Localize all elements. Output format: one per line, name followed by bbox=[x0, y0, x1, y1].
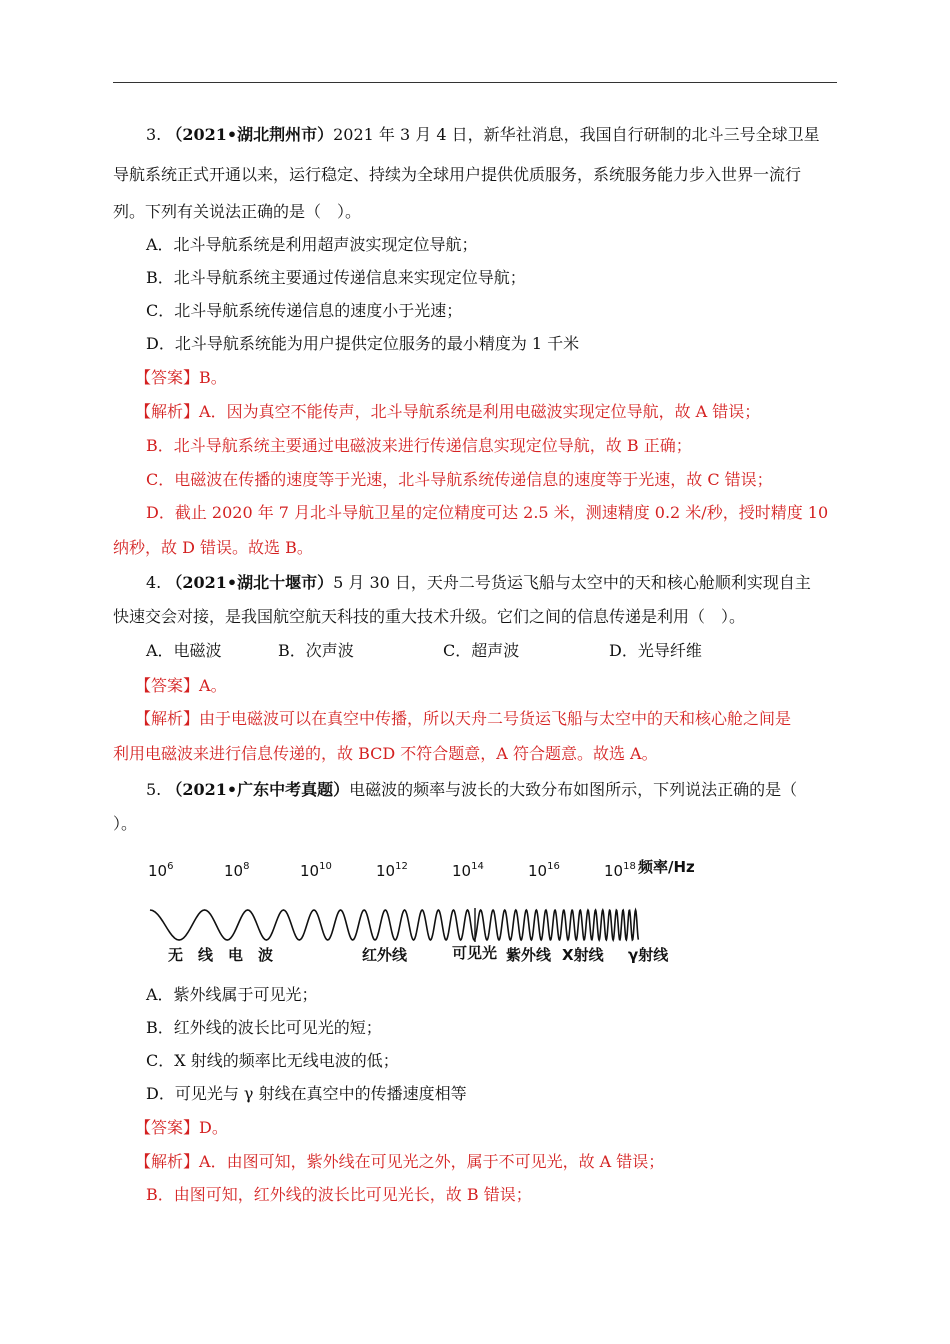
q3-option-d: D．北斗导航系统能为用户提供定位服务的最小精度为 1 千米 bbox=[146, 334, 580, 353]
q4-analysis-label: 【解析】 bbox=[135, 709, 200, 728]
q4-analysis-line-1 bbox=[135, 709, 791, 729]
band-infrared: 红外线 bbox=[362, 946, 408, 964]
q3-analysis-line-5: 纳秒，故 D 错误。故选 B。 bbox=[113, 538, 313, 557]
q5-option-a: A．紫外线属于可见光； bbox=[146, 985, 318, 1004]
q3-stem-line-2: 导航系统正式开通以来，运行稳定、持续为全球用户提供优质服务，系统服务能力步入世界一流行 bbox=[113, 165, 802, 184]
q4-option-a: A．电磁波 bbox=[146, 641, 222, 660]
q5-stem-line-2: ）。 bbox=[113, 814, 138, 833]
freq-tick-10: $10^{10}$ bbox=[300, 861, 332, 880]
q5-source: （2021•广东中考真题） bbox=[166, 780, 350, 799]
q4-option-d: D．光导纤维 bbox=[609, 641, 702, 660]
q3-analysis-line-2: B．北斗导航系统主要通过电磁波来进行传递信息实现定位导航，故 B 正确； bbox=[146, 436, 692, 455]
q5-answer-label: 【答案】 bbox=[135, 1118, 200, 1137]
frequency-ticks bbox=[148, 858, 695, 880]
header-rule bbox=[113, 82, 837, 83]
em-spectrum-figure bbox=[140, 850, 700, 975]
frequency-axis-label: 频率/Hz bbox=[638, 858, 695, 876]
q3-option-c: C．北斗导航系统传递信息的速度小于光速； bbox=[146, 301, 463, 320]
q4-option-b: B．次声波 bbox=[278, 641, 354, 660]
band-gamma-ray: γ射线 bbox=[628, 946, 669, 964]
q3-stem-1: 2021 年 3 月 4 日，新华社消息，我国自行研制的北斗三号全球卫星 bbox=[333, 125, 820, 144]
freq-tick-18: $10^{18}$ bbox=[604, 861, 636, 880]
band-labels bbox=[168, 944, 669, 964]
q4-stem-line-1 bbox=[146, 573, 811, 593]
q5-stem-line-1 bbox=[146, 780, 797, 800]
band-ultraviolet: 紫外线 bbox=[506, 946, 552, 964]
q5-answer-value: D。 bbox=[199, 1118, 228, 1137]
q3-analysis-line-1 bbox=[135, 402, 760, 422]
q4-option-c: C．超声波 bbox=[443, 641, 520, 660]
freq-tick-6: $10^6$ bbox=[148, 861, 174, 880]
q3-source: （2021•湖北荆州市） bbox=[166, 125, 334, 144]
q5-stem-1: 电磁波的频率与波长的大致分布如图所示，下列说法正确的是（ bbox=[349, 780, 798, 799]
q5-option-d: D．可见光与 γ 射线在真空中的传播速度相等 bbox=[146, 1084, 467, 1103]
q4-answer-label: 【答案】 bbox=[135, 676, 200, 695]
freq-tick-14: $10^{14}$ bbox=[452, 861, 484, 880]
band-visible-light: 可见光 bbox=[452, 944, 498, 962]
q5-analysis-line-2: B．由图可知，红外线的波长比可见光长，故 B 错误； bbox=[146, 1185, 532, 1204]
q3-analysis-line-3: C．电磁波在传播的速度等于光速，北斗导航系统传递信息的速度等于光速，故 C 错误； bbox=[146, 470, 773, 489]
q5-answer bbox=[135, 1118, 228, 1138]
q4-stem-1: 5 月 30 日，天舟二号货运飞船与太空中的天和核心舱顺利实现自主 bbox=[333, 573, 811, 592]
q5-analysis-1: A．由图可知，紫外线在可见光之外，属于不可见光，故 A 错误； bbox=[199, 1152, 665, 1171]
q5-option-b: B．红外线的波长比可见光的短； bbox=[146, 1018, 382, 1037]
q4-number: 4. bbox=[146, 573, 162, 592]
q4-answer-value: A。 bbox=[199, 676, 227, 695]
q4-analysis-line-2: 利用电磁波来进行信息传递的，故 BCD 不符合题意，A 符合题意。故选 A。 bbox=[113, 744, 658, 763]
q3-number: 3. bbox=[146, 125, 162, 144]
q3-stem-line-3: 列。下列有关说法正确的是（ ）。 bbox=[113, 202, 362, 221]
q3-analysis-line-4: D．截止 2020 年 7 月北斗导航卫星的定位精度可达 2.5 米，测速精度 0.2 米/秒，授时精度 10 bbox=[146, 503, 829, 522]
q3-option-a: A．北斗导航系统是利用超声波实现定位导航； bbox=[146, 235, 478, 254]
q5-analysis-line-1 bbox=[135, 1152, 664, 1172]
q4-stem-line-2: 快速交会对接，是我国航空航天科技的重大技术升级。它们之间的信息传递是利用（ ）。 bbox=[113, 607, 746, 626]
q3-analysis-1: A．因为真空不能传声，北斗导航系统是利用电磁波实现定位导航，故 A 错误； bbox=[199, 402, 761, 421]
q5-number: 5. bbox=[146, 780, 162, 799]
freq-tick-12: $10^{12}$ bbox=[376, 861, 408, 880]
q4-analysis-1: 由于电磁波可以在真空中传播，所以天舟二号货运飞船与太空中的天和核心舱之间是 bbox=[199, 709, 792, 728]
q5-analysis-label: 【解析】 bbox=[135, 1152, 200, 1171]
q4-source: （2021•湖北十堰市） bbox=[166, 573, 334, 592]
q3-option-b: B．北斗导航系统主要通过传递信息来实现定位导航； bbox=[146, 268, 526, 287]
freq-tick-16: $10^{16}$ bbox=[528, 861, 560, 880]
band-radio-waves: 无 线 电 波 bbox=[168, 946, 274, 964]
band-x-ray: X射线 bbox=[562, 946, 604, 964]
q4-answer bbox=[135, 676, 227, 696]
q3-answer bbox=[135, 368, 227, 388]
wave-curve bbox=[150, 910, 638, 940]
q5-option-c: C．X 射线的频率比无线电波的低； bbox=[146, 1051, 399, 1070]
freq-tick-8: $10^8$ bbox=[224, 861, 250, 880]
q3-stem-line-1 bbox=[146, 125, 820, 145]
q3-answer-value: B。 bbox=[199, 368, 227, 387]
q3-analysis-label: 【解析】 bbox=[135, 402, 200, 421]
q3-answer-label: 【答案】 bbox=[135, 368, 200, 387]
